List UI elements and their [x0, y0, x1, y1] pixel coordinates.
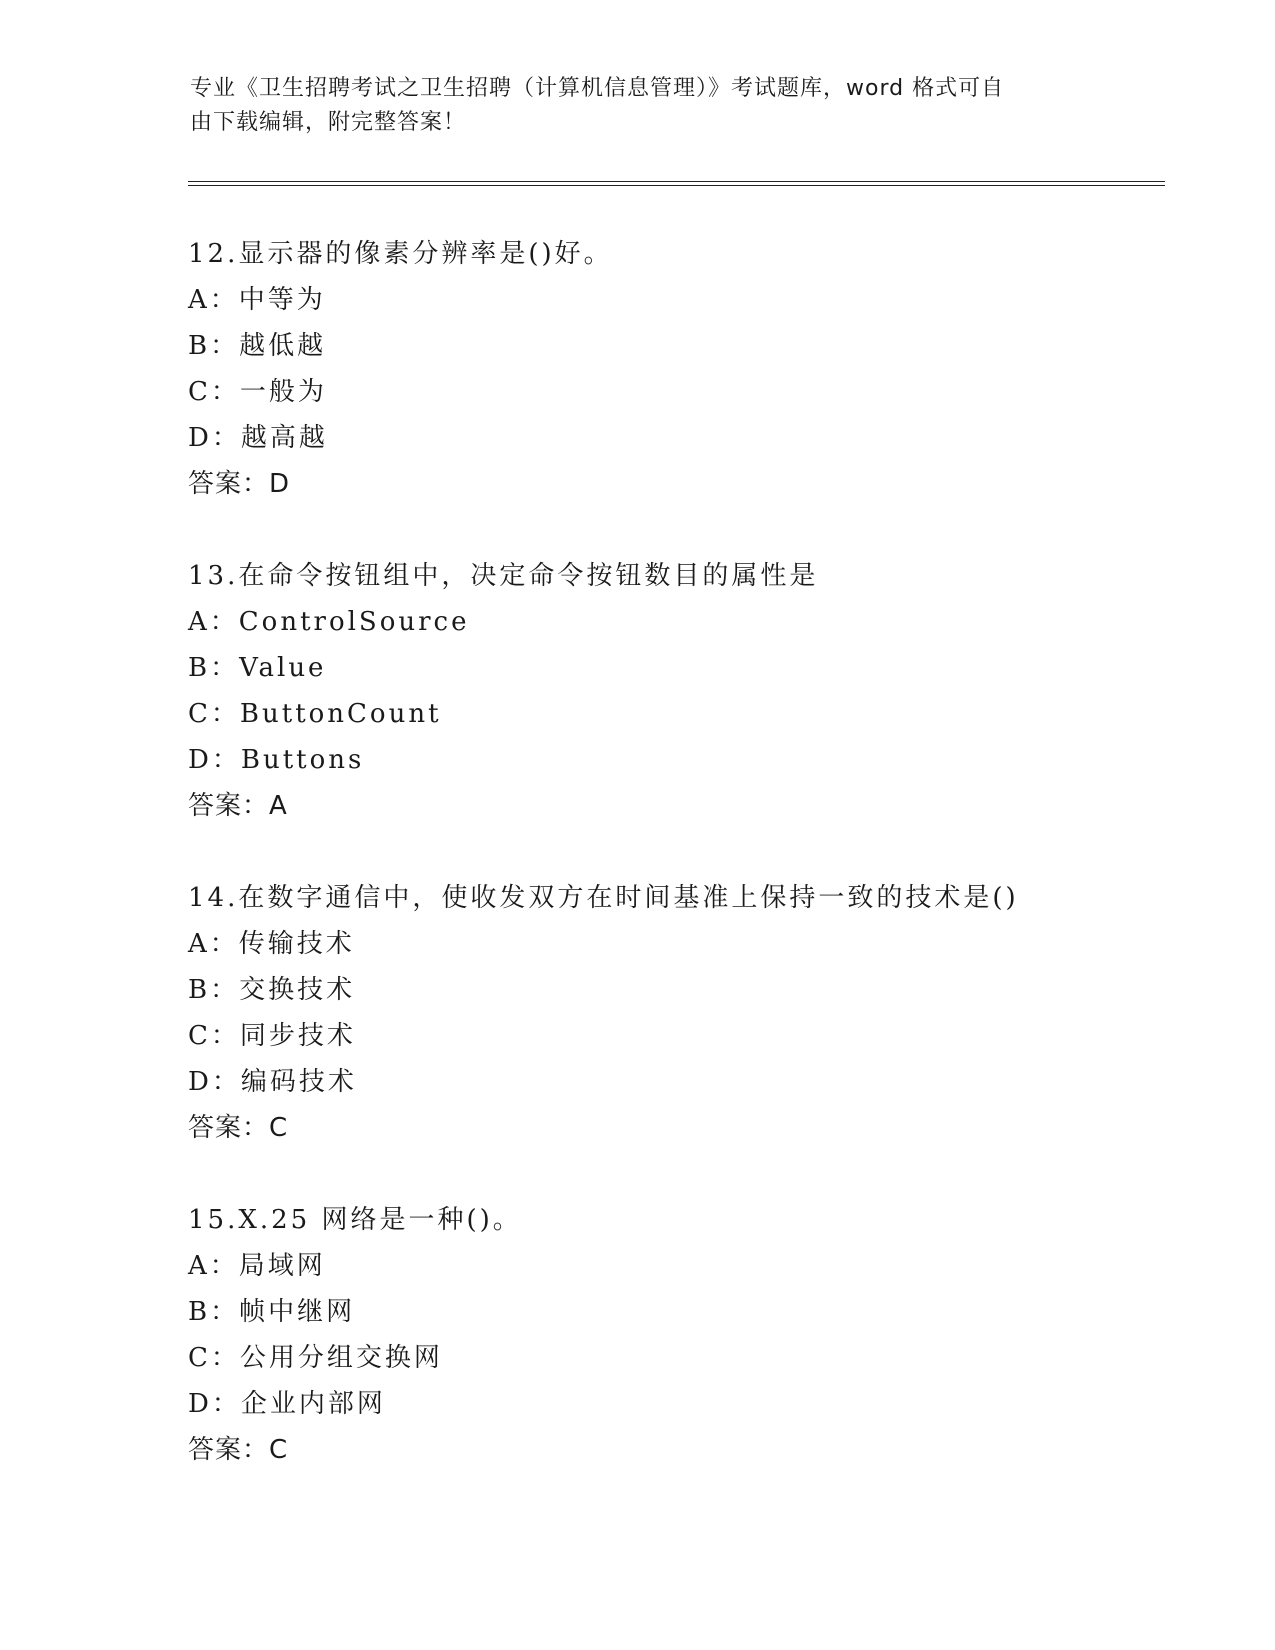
answer: 答案：A — [188, 791, 288, 821]
header-line-2: 由下载编辑，附完整答案！ — [190, 110, 467, 135]
question-12 — [188, 231, 1148, 507]
option-c: C：同步技术 — [188, 1021, 356, 1051]
question-15 — [188, 1197, 1148, 1473]
question-stem: 12.显示器的像素分辨率是()好。 — [188, 239, 613, 269]
option-d: D：Buttons — [188, 745, 365, 775]
question-stem: 14.在数字通信中，使收发双方在时间基准上保持一致的技术是() — [188, 883, 1019, 913]
option-c: C：公用分组交换网 — [188, 1343, 443, 1373]
option-c: C：ButtonCount — [188, 699, 442, 729]
document-header — [190, 72, 1090, 140]
answer: 答案：C — [188, 1435, 289, 1465]
option-a: A：中等为 — [188, 285, 326, 315]
header-divider-bottom — [188, 185, 1165, 186]
option-a: A：ControlSource — [188, 607, 470, 637]
question-stem: 13.在命令按钮组中，决定命令按钮数目的属性是 — [188, 561, 819, 591]
option-b: B：帧中继网 — [188, 1297, 356, 1327]
option-a: A：局域网 — [188, 1251, 326, 1281]
header-line-1: 专业《卫生招聘考试之卫生招聘（计算机信息管理）》考试题库，word 格式可自 — [190, 76, 1005, 101]
answer: 答案：C — [188, 1113, 289, 1143]
option-c: C：一般为 — [188, 377, 327, 407]
option-a: A：传输技术 — [188, 929, 355, 959]
answer: 答案：D — [188, 469, 291, 499]
option-d: D：企业内部网 — [188, 1389, 386, 1419]
option-d: D：编码技术 — [188, 1067, 357, 1097]
option-d: D：越高越 — [188, 423, 328, 453]
question-13 — [188, 553, 1148, 829]
question-stem: 15.X.25 网络是一种()。 — [188, 1205, 522, 1235]
header-divider-top — [188, 181, 1165, 182]
option-b: B：交换技术 — [188, 975, 356, 1005]
option-b: B：越低越 — [188, 331, 327, 361]
option-b: B：Value — [188, 653, 327, 683]
question-14 — [188, 875, 1148, 1151]
